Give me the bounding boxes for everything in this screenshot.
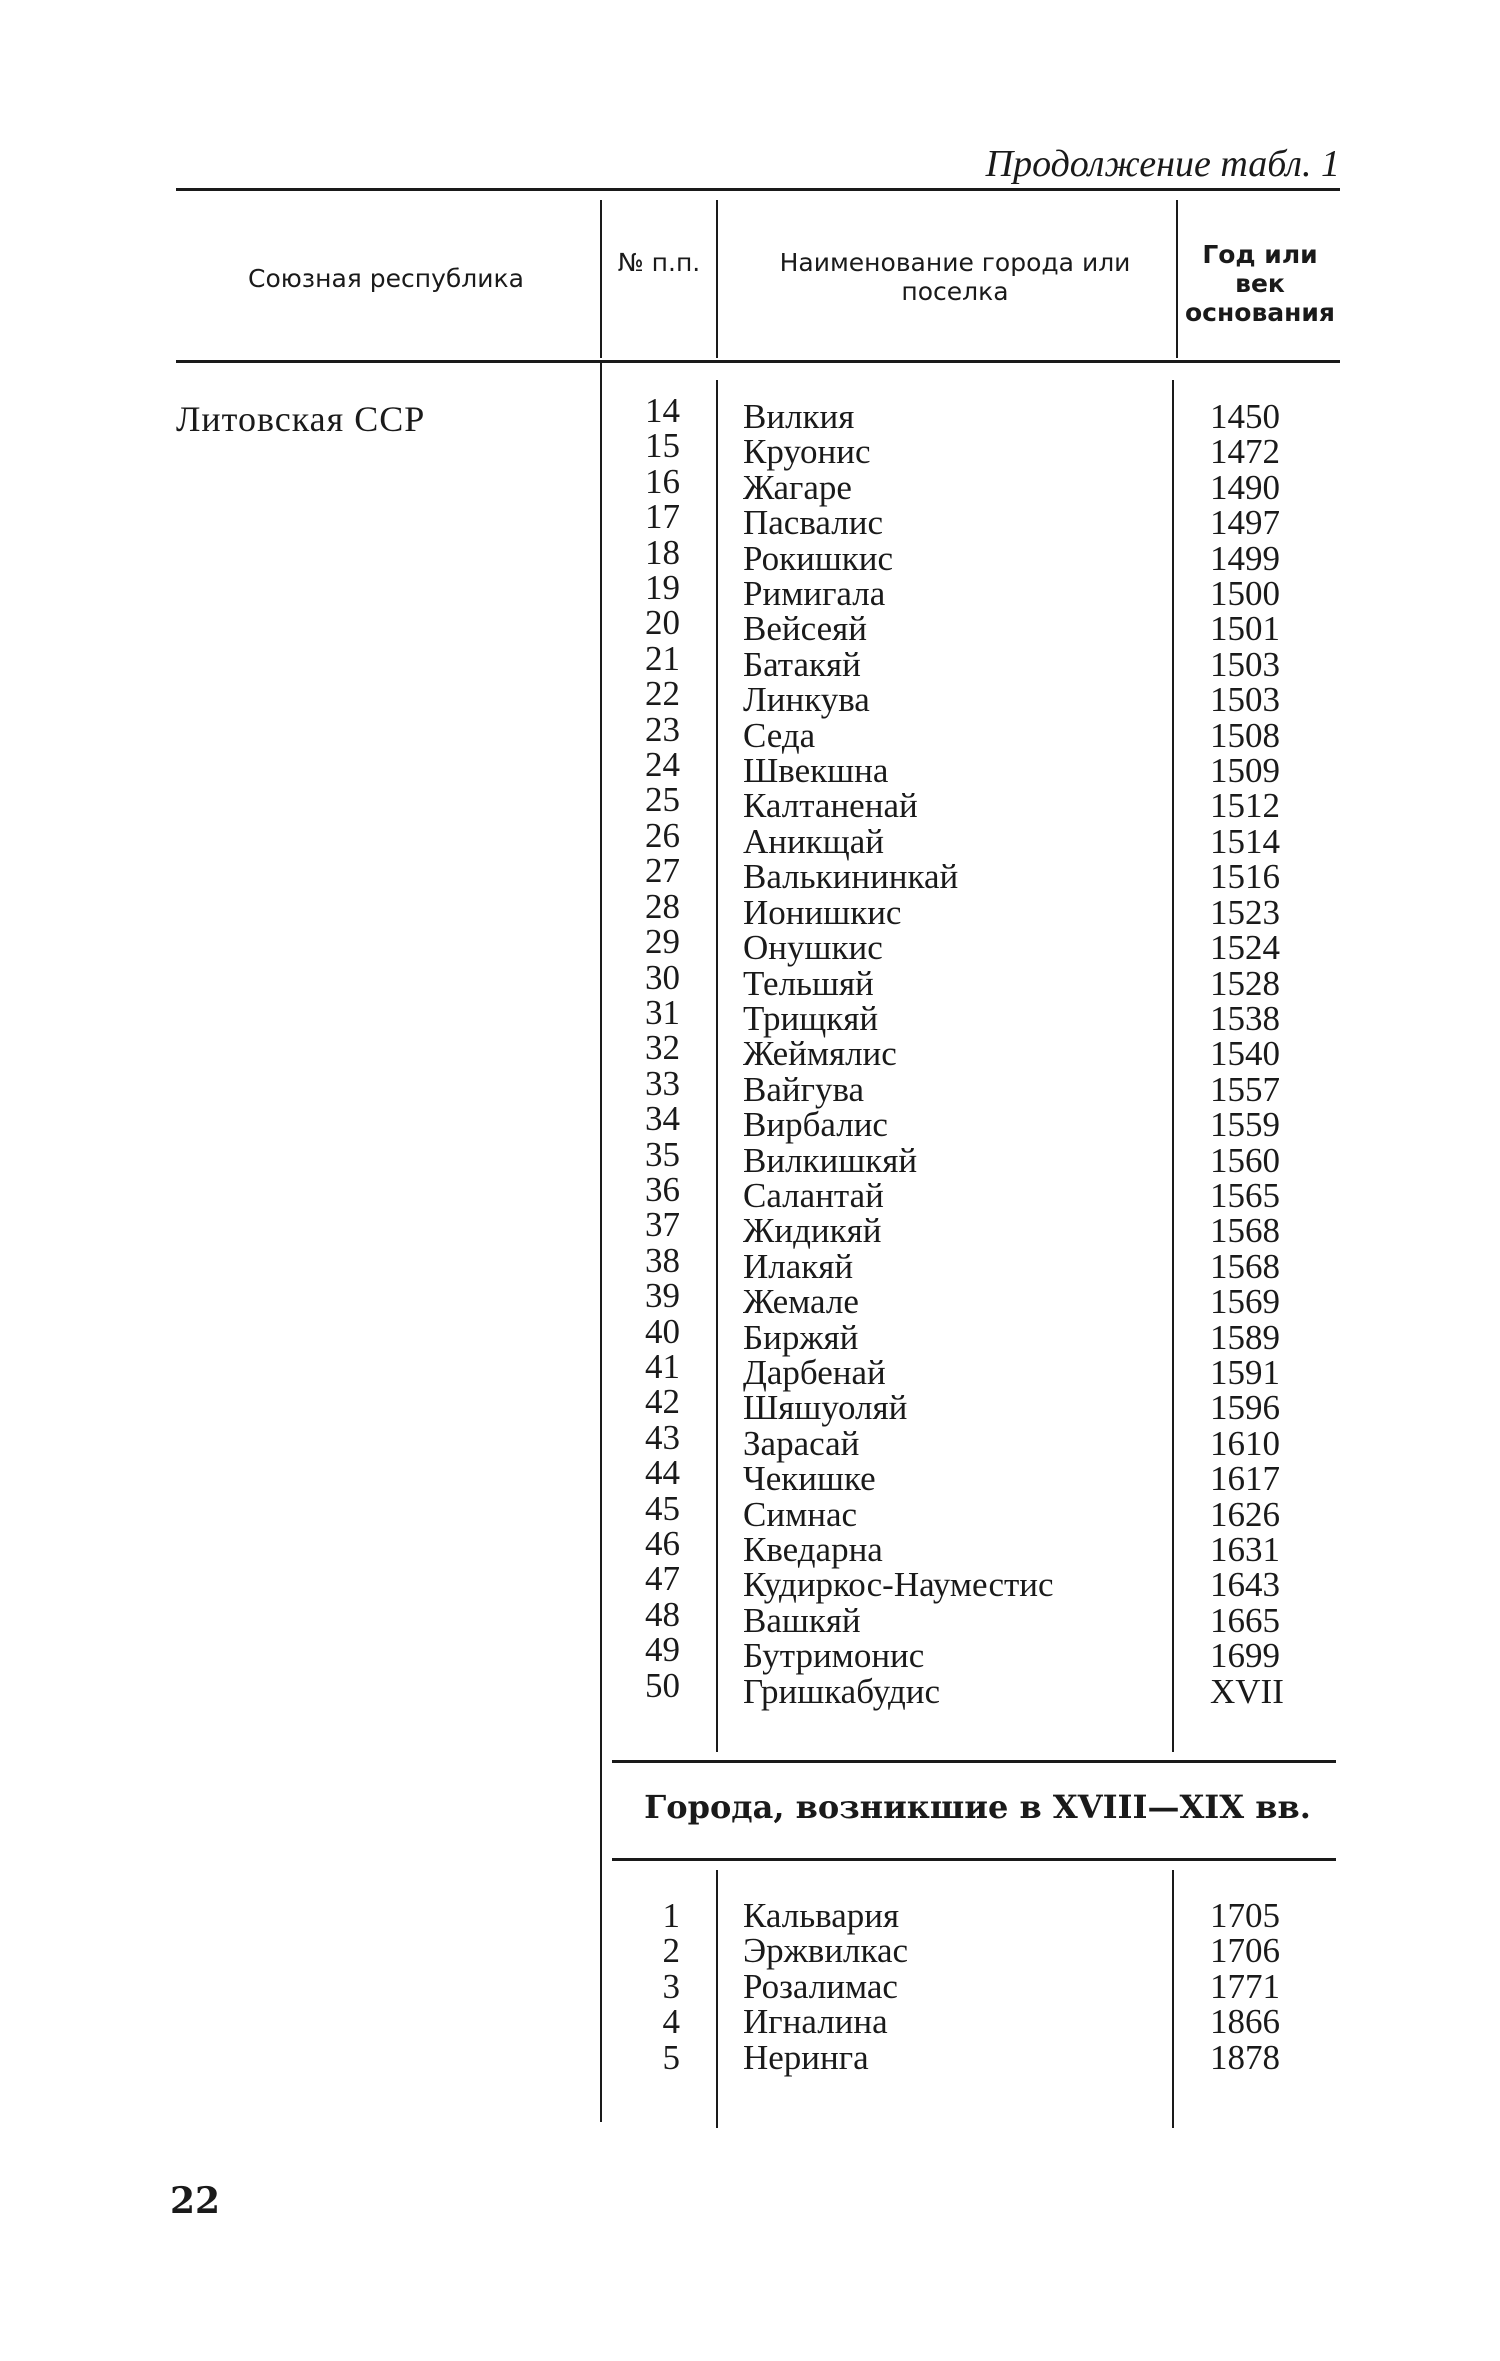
town-name: Кудиркос-Науместис [743,1565,1054,1605]
row-number: 3 [662,1966,680,2006]
town-name: Седа [743,715,816,755]
row-number: 39 [645,1276,680,1316]
row-number: 4 [662,2002,680,2042]
founding-year: 1501 [1210,609,1280,649]
town-name: Биржяй [743,1317,859,1357]
row-number: 16 [645,461,680,501]
section2-separator-1 [716,1870,718,2128]
row-number: 47 [645,1559,680,1599]
section2-bottom-rule [612,1858,1336,1861]
row-number: 30 [645,957,680,997]
body-separator-1 [600,362,602,2122]
table-caption: Продолжение табл. 1 [985,143,1340,185]
town-name: Эржвилкас [743,1931,909,1971]
row-number: 2 [662,1931,680,1971]
row-number: 25 [645,780,680,820]
founding-year: 1497 [1210,503,1280,543]
town-name: Бутримонис [743,1636,925,1676]
founding-year: 1500 [1210,574,1280,614]
header-name: Наименование города или поселка [779,248,1131,306]
row-number: 49 [645,1630,680,1670]
town-name: Вайгува [743,1069,865,1109]
founding-year: 1568 [1210,1246,1280,1286]
row-number: 48 [645,1594,680,1634]
header-top-rule [176,188,1340,191]
row-number: 37 [645,1205,680,1245]
town-name: Вилкия [743,397,855,436]
row-number: 40 [645,1311,680,1351]
body-separator-3 [1172,380,1174,1752]
town-name: Салантай [743,1175,884,1215]
founding-year: 1490 [1210,467,1280,507]
founding-year: 1568 [1210,1211,1280,1251]
row-number: 31 [645,992,680,1032]
town-name: Кведарна [743,1530,883,1569]
row-number: 28 [645,886,680,926]
row-number: 50 [645,1665,680,1705]
town-name: Римигала [743,574,886,614]
town-name: Розалимас [743,1966,898,2006]
founding-year: 1557 [1210,1069,1280,1109]
row-number: 41 [645,1346,680,1386]
row-number: 42 [645,1382,680,1422]
header-republic: Союзная республика [248,264,524,293]
row-number: 23 [645,709,680,749]
founding-year: 1503 [1210,644,1280,684]
row-number: 20 [645,603,680,643]
header-year-text: Год или век основания [1185,240,1335,327]
section2-number-column [620,1898,680,2075]
founding-year: 1610 [1210,1423,1280,1463]
row-number: 5 [662,2037,680,2077]
town-name: Тельшяй [743,963,874,1003]
row-number: 43 [645,1417,680,1457]
town-name: Швекшна [743,751,889,791]
town-name: Линкува [743,680,870,720]
town-name: Онушкис [743,928,883,968]
town-name: Валькининкай [743,857,959,897]
founding-year: 1560 [1210,1140,1280,1180]
founding-year: 1596 [1210,1388,1280,1428]
founding-year: 1499 [1210,538,1280,578]
row-number: 26 [645,815,680,855]
row-number: 32 [645,1028,680,1068]
town-name: Жагаре [743,467,852,507]
town-name: Чекишке [743,1459,876,1499]
row-number: 24 [645,745,680,785]
header-bottom-rule [176,360,1340,363]
founding-year: 1508 [1210,715,1280,755]
town-name: Калтаненай [743,786,918,826]
founding-year: 1503 [1210,680,1280,720]
town-name: Вашкяй [743,1600,861,1640]
founding-year: 1878 [1210,2037,1280,2077]
founding-year: 1589 [1210,1317,1280,1357]
row-number: 18 [645,532,680,572]
founding-year: 1512 [1210,786,1280,826]
founding-year: 1528 [1210,963,1280,1003]
founding-year: 1706 [1210,1931,1280,1971]
section1-year-column [1210,399,1284,1709]
row-number: 44 [645,1453,680,1493]
founding-year: 1516 [1210,857,1280,897]
town-name: Жидикяй [743,1211,882,1251]
row-number: 29 [645,922,680,962]
row-number: 35 [645,1134,680,1174]
section2-title: Города, возникшие в XVIII—XIX вв. [644,1788,1311,1826]
section2-separator-2 [1172,1870,1174,2128]
town-name: Жемале [743,1282,859,1322]
town-name: Гришкабудис [743,1671,941,1711]
founding-year: 1569 [1210,1282,1280,1322]
founding-year: 1524 [1210,928,1280,968]
row-number: 15 [645,426,680,466]
founding-year: 1631 [1210,1530,1280,1569]
section2-name-column [743,1898,908,2075]
page-number: 22 [170,2180,221,2222]
row-number: 14 [645,391,680,430]
header-number: № п.п. [617,248,701,277]
row-number: 38 [645,1240,680,1280]
row-number: 17 [645,497,680,537]
row-number: 33 [645,1063,680,1103]
row-number: 21 [645,638,680,678]
founding-year: 1523 [1210,892,1280,932]
section2-top-rule [612,1760,1336,1763]
founding-year: 1771 [1210,1966,1280,2006]
founding-year: 1705 [1210,1896,1280,1935]
header-separator-3 [1176,200,1178,358]
town-name: Жеймялис [743,1034,897,1074]
section1-number-column [620,393,680,1703]
founding-year: 1626 [1210,1494,1280,1534]
founding-year: 1540 [1210,1034,1280,1074]
row-number: 1 [662,1896,680,1935]
town-name: Аникщай [743,821,884,861]
founding-year: 1699 [1210,1636,1280,1676]
town-name: Вейсеяй [743,609,867,649]
town-name: Пасвалис [743,503,883,543]
row-number: 22 [645,674,680,714]
row-number: 36 [645,1169,680,1209]
town-name: Вилкишкяй [743,1140,918,1180]
founding-year: 1450 [1210,397,1280,436]
header-separator-1 [600,200,602,358]
town-name: Рокишкис [743,538,894,578]
section2-year-column [1210,1898,1280,2075]
header-separator-2 [716,200,718,358]
town-name: Батакяй [743,644,861,684]
row-number: 45 [645,1488,680,1528]
town-name: Круонис [743,432,871,472]
founding-year: 1538 [1210,998,1280,1038]
founding-year: 1866 [1210,2002,1280,2042]
town-name: Зарасай [743,1423,860,1463]
row-number: 27 [645,851,680,891]
founding-year: 1617 [1210,1459,1280,1499]
row-number: 46 [645,1524,680,1563]
town-name: Дарбенай [743,1352,886,1392]
founding-year: XVII [1210,1671,1284,1711]
town-name: Трищкяй [743,998,879,1038]
town-name: Кальвария [743,1896,900,1935]
founding-year: 1591 [1210,1352,1280,1392]
town-name: Вирбалис [743,1105,888,1145]
town-name: Шяшуоляй [743,1388,908,1428]
founding-year: 1643 [1210,1565,1280,1605]
town-name: Ионишкис [743,892,902,932]
founding-year: 1514 [1210,821,1280,861]
founding-year: 1665 [1210,1600,1280,1640]
republic-name: Литовская ССР [176,399,426,439]
row-number: 19 [645,568,680,608]
town-name: Симнас [743,1494,858,1534]
founding-year: 1565 [1210,1175,1280,1215]
town-name: Неринга [743,2037,869,2077]
town-name: Игналина [743,2002,888,2042]
founding-year: 1472 [1210,432,1280,472]
body-separator-2 [716,380,718,1752]
founding-year: 1559 [1210,1105,1280,1145]
section1-name-column [743,399,1054,1709]
founding-year: 1509 [1210,751,1280,791]
row-number: 34 [645,1099,680,1139]
header-year [1180,240,1340,327]
town-name: Илакяй [743,1246,854,1286]
